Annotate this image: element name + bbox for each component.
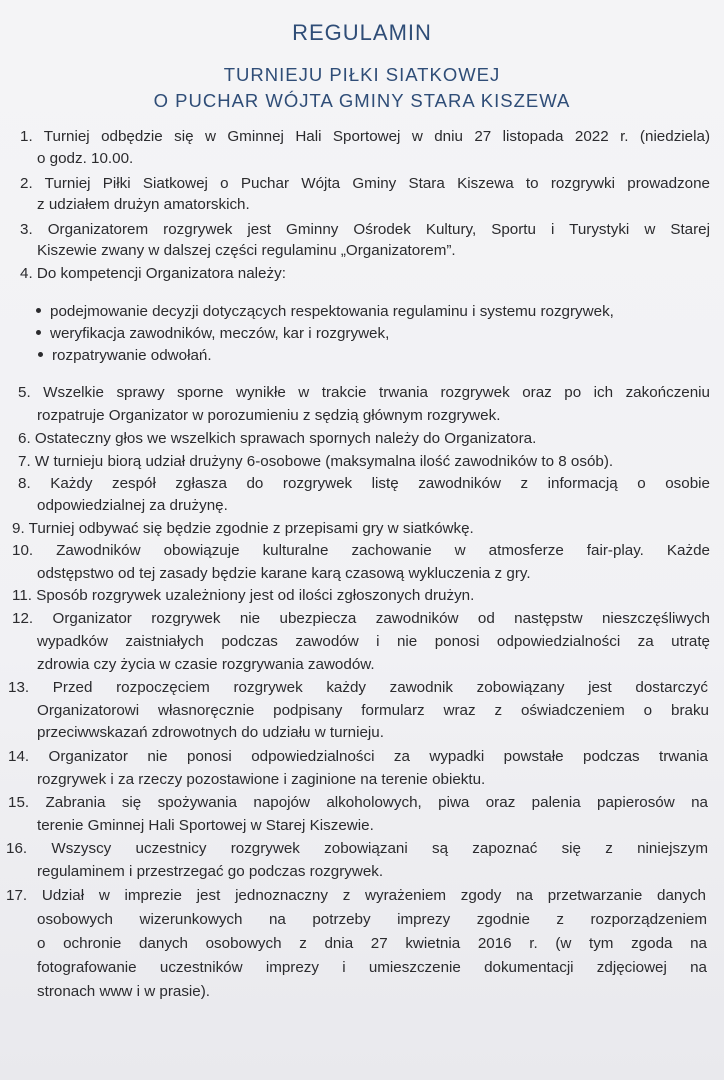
text-line: osobowych wizerunkowych na potrzeby imprezy zgodnie z rozporządzeniem [37, 911, 707, 928]
text-line: 15. Zabrania się spożywania napojów alkoholowych, piwa oraz palenia papierosów na [8, 794, 708, 811]
text-line: 4. Do kompetencji Organizatora należy: [20, 265, 286, 282]
text-line: odpowiedzialnej za drużynę. [37, 497, 228, 514]
bullet-dot-icon [36, 330, 41, 335]
text-line: wypadków zaistniałych podczas zawodów i nie ponosi odpowiedzialności za utratę [37, 633, 710, 650]
text-line: przeciwwskazań zdrowotnych do udziału w turnieju. [37, 724, 384, 741]
text-line: 9. Turniej odbywać się będzie zgodnie z przepisami gry w siatkówkę. [12, 520, 474, 537]
document-title: REGULAMIN [292, 20, 432, 45]
text-line: 3. Organizatorem rozgrywek jest Gminny Ośrodek Kultury, Sportu i Turystyki w Starej [20, 221, 710, 238]
text-line: 6. Ostateczny głos we wszelkich sprawach spornych należy do Organizatora. [18, 430, 537, 447]
text-line: 11. Sposób rozgrywek uzależniony jest od ilości zgłoszonych drużyn. [12, 587, 475, 604]
text-line: terenie Gminnej Hali Sportowej w Starej Kiszewie. [37, 817, 374, 834]
text-line: z udziałem drużyn amatorskich. [37, 196, 250, 213]
bullet-text: weryfikacja zawodników, meczów, kar i rozgrywek, [50, 325, 390, 342]
text-line: 17. Udział w imprezie jest jednoznaczny z wyrażeniem zgody na przetwarzanie danych [6, 887, 706, 904]
text-line: 12. Organizator rozgrywek nie ubezpiecza zawodników od następstw nieszczęśliwych [12, 610, 710, 627]
text-line: rozgrywek i za rzeczy pozostawione i zaginione na terenie obiektu. [37, 771, 486, 788]
text-line: Organizatorowi własnoręcznie podpisany formularz wraz z oświadczeniem o braku [37, 702, 709, 719]
text-line: 7. W turnieju biorą udział drużyny 6-osobowe (maksymalna ilość zawodników to 8 osób). [18, 453, 614, 470]
text-line: 1. Turniej odbędzie się w Gminnej Hali Sportowej w dniu 27 listopada 2022 r. (niedziela) [20, 128, 710, 145]
bullet-dot-icon [38, 352, 43, 357]
text-line: 8. Każdy zespół zgłasza do rozgrywek listę zawodników z informacją o osobie [18, 475, 710, 492]
bullet-item [36, 302, 614, 322]
document-subtitle-line-2: O PUCHAR WÓJTA GMINY STARA KISZEWA [153, 90, 571, 111]
text-line: fotografowanie uczestników imprezy i umieszczenie dokumentacji zdjęciowej na [37, 959, 707, 976]
text-line: 14. Organizator nie ponosi odpowiedzialności za wypadki powstałe podczas trwania [8, 748, 708, 765]
bullet-dot-icon [36, 308, 41, 313]
text-line: 10. Zawodników obowiązuje kulturalne zachowanie w atmosferze fair-play. Każde [12, 542, 710, 559]
bullet-item [36, 324, 389, 344]
bullet-item [38, 346, 212, 366]
text-line: 13. Przed rozpoczęciem rozgrywek każdy zawodnik zobowiązany jest dostarczyć [8, 679, 708, 696]
text-line: 2. Turniej Piłki Siatkowej o Puchar Wójta Gminy Stara Kiszewa to rozgrywki prowadzone [20, 175, 710, 192]
text-line: 5. Wszelkie sprawy sporne wynikłe w trakcie trwania rozgrywek oraz po ich zakończeniu [18, 384, 710, 401]
document-subtitle-line-1: TURNIEJU PIŁKI SIATKOWEJ [223, 64, 501, 85]
text-line: Kiszewie zwany w dalszej części regulaminu „Organizatorem”. [37, 242, 456, 259]
bullet-text: rozpatrywanie odwołań. [52, 347, 212, 364]
text-line: regulaminem i przestrzegać go podczas rozgrywek. [37, 863, 384, 880]
text-line: stronach www i w prasie). [37, 983, 211, 1000]
text-line: 16. Wszyscy uczestnicy rozgrywek zobowiązani są zapoznać się z niniejszym [6, 840, 708, 857]
text-line: o ochronie danych osobowych z dnia 27 kwietnia 2016 r. (w tym zgoda na [37, 935, 707, 952]
text-line: zdrowia czy życia w czasie rozgrywania zawodów. [37, 656, 375, 673]
text-line: o godz. 10.00. [37, 150, 134, 167]
bullet-text: podejmowanie decyzji dotyczących respektowania regulaminu i systemu rozgrywek, [50, 303, 614, 320]
text-line: rozpatruje Organizator w porozumieniu z sędzią głównym rozgrywek. [37, 407, 501, 424]
text-line: odstępstwo od tej zasady będzie karane karą czasową wykluczenia z gry. [37, 565, 531, 582]
